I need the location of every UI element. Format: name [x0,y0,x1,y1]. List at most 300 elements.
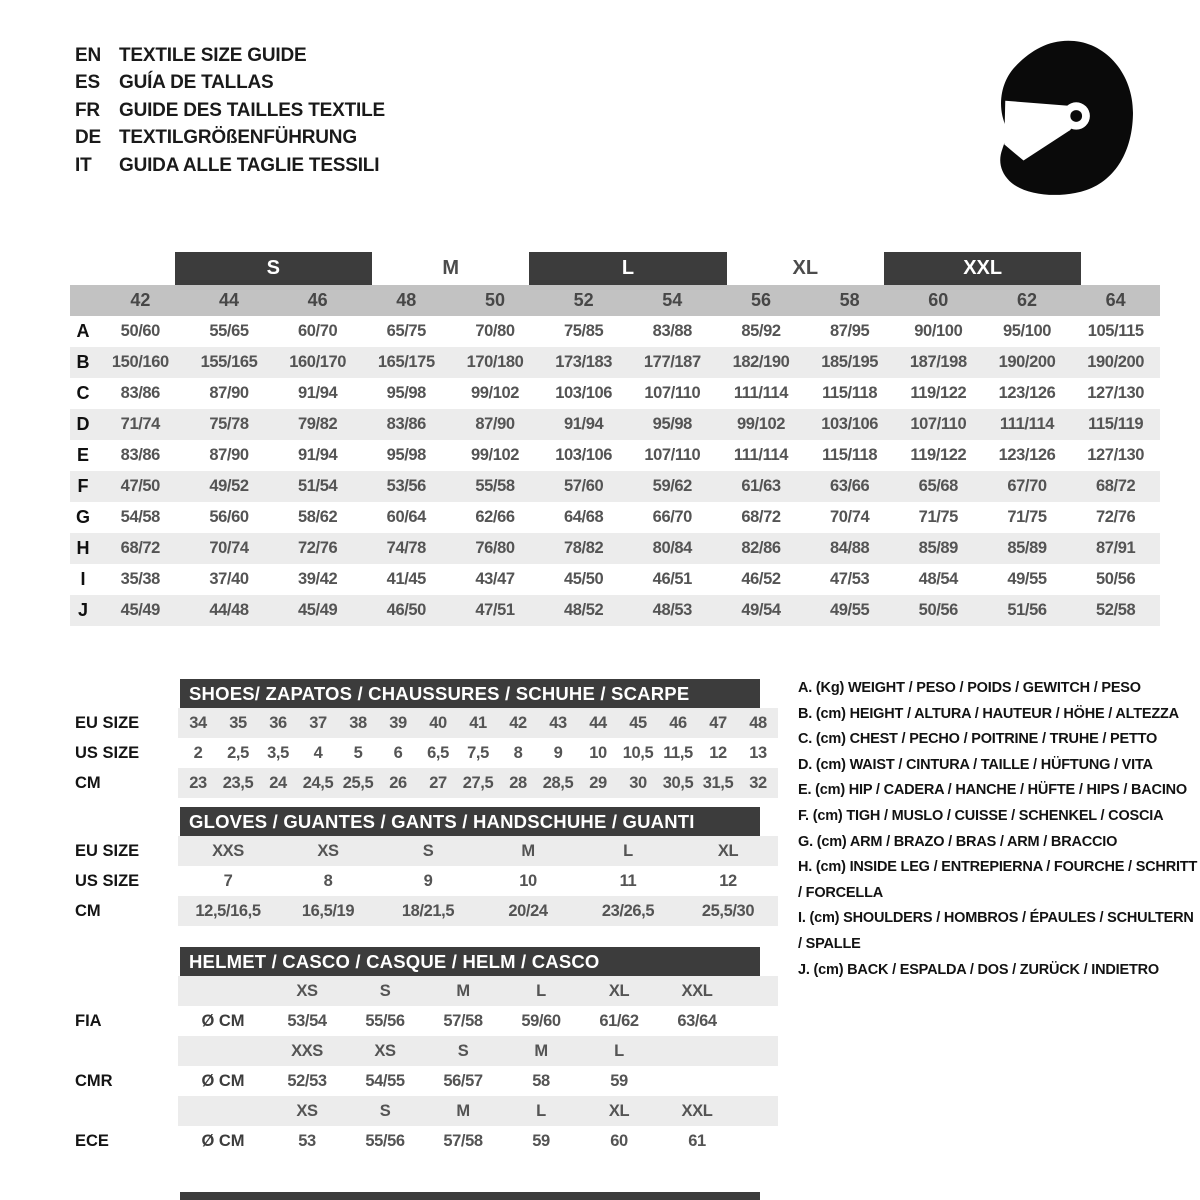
numeric-size: 64 [1105,290,1126,310]
size-value: 65/68 [918,477,958,495]
shoe-eu-size: 36 [269,713,287,732]
guide-title: GUÍA DE TALLAS [119,72,274,94]
helmet-diameter-value: 55/56 [365,1011,405,1030]
glove-us-size: 8 [323,871,333,890]
size-value: 123/126 [998,446,1056,464]
size-value: 105/115 [1087,322,1144,340]
size-value: 68/72 [741,508,781,526]
helmet-ece-values-row [178,1126,778,1156]
helmet-ece-sizes-row [178,1096,778,1126]
measurement-legend [798,676,1198,983]
size-value: 123/126 [998,384,1056,402]
size-value: 103/106 [821,415,879,433]
shoe-cm-value: 28,5 [542,773,574,792]
size-value: 187/198 [909,353,967,371]
helmet-size-label: L [614,1041,624,1060]
measurement-row-e [70,440,1160,471]
shoe-eu-size: 45 [629,713,647,732]
size-value: 95/98 [386,446,426,464]
language-row [75,152,385,180]
size-value: 50/56 [1096,570,1136,588]
size-value: 75/78 [209,415,249,433]
row-letter: C [76,383,90,403]
size-value: 111/114 [733,446,789,464]
size-value: 60/70 [298,322,338,340]
guide-title: TEXTILE SIZE GUIDE [119,44,307,66]
helmet-size-label: XXL [681,981,713,1000]
helmet-diameter-value: 59/60 [521,1011,561,1030]
measurement-row-j [70,595,1160,626]
glove-us-size: 11 [619,871,637,890]
legend-item: J. (cm) BACK / ESPALDA / DOS / ZURÜCK / INDIETRO [798,961,1159,978]
size-value: 190/200 [998,353,1056,371]
size-value: 150/160 [111,353,169,371]
size-value: 43/47 [475,570,515,588]
shoe-cm-value: 31,5 [702,773,734,792]
measurement-rows [70,316,1160,626]
size-group-xl: XL [792,257,819,279]
size-value: 72/76 [1096,508,1136,526]
glove-cm-value: 16,5/19 [301,901,355,920]
glove-us-size: 12 [719,871,737,890]
helmet-fia-sizes-row [178,976,778,1006]
shoe-cm-value: 29 [589,773,607,792]
size-group-m: M [442,257,459,279]
size-value: 111/114 [733,384,789,402]
language-code: IT [75,154,92,176]
row-letter: A [76,321,90,341]
size-value: 160/170 [289,353,347,371]
size-value: 99/102 [470,446,520,464]
size-value: 85/89 [1007,539,1047,557]
measurement-row-d [70,409,1160,440]
helmet-diameter-value: 56/57 [443,1071,483,1090]
size-value: 185/195 [821,353,879,371]
shoe-cm-value: 27,5 [462,773,494,792]
numeric-size-band [70,285,1160,316]
guide-title: GUIDA ALLE TAGLIE TESSILI [119,154,380,176]
shoe-eu-size: 35 [229,713,247,732]
size-value: 75/85 [564,322,604,340]
shoe-cm-value: 27 [429,773,447,792]
size-value: 87/90 [209,446,249,464]
helmet-size-label: XXL [681,1101,713,1120]
size-value: 87/90 [209,384,249,402]
size-value: 99/102 [736,415,786,433]
size-value: 49/55 [830,601,870,619]
numeric-size: 54 [662,290,683,310]
shoe-cm-value: 28 [509,773,527,792]
helmet-diameter-value: 55/56 [365,1131,405,1150]
size-value: 111/114 [999,415,1055,433]
size-value: 58/62 [298,508,338,526]
language-row [75,125,385,153]
size-value: 41/45 [386,570,426,588]
shoe-cm-value: 30,5 [662,773,694,792]
size-value: 65/75 [386,322,426,340]
size-value: 103/106 [555,446,613,464]
measurement-row-b [70,347,1160,378]
legend-item: C. (cm) CHEST / PECHO / POITRINE / TRUHE / PETTO [798,731,1158,748]
shoe-us-size: 6,5 [427,743,449,762]
helmet-diameter-value: 57/58 [443,1131,483,1150]
size-value: 48/53 [652,601,692,619]
unit-cell: Ø CM [201,1071,245,1090]
size-value: 95/100 [1002,322,1052,340]
size-value: 71/75 [918,508,958,526]
size-value: 87/91 [1096,539,1136,557]
size-value: 67/70 [1007,477,1047,495]
size-value: 91/94 [564,415,604,433]
shoe-cm-value: 23 [189,773,207,792]
glove-cm-value: 23/26,5 [601,901,655,920]
size-value: 119/122 [910,446,967,464]
shoes-table-header: SHOES/ ZAPATOS / CHAUSSURES / SCHUHE / SCARPE [180,679,760,708]
measurement-row-c [70,378,1160,409]
gloves-cm-row [178,896,778,926]
size-value: 87/95 [830,322,870,340]
size-value: 56/60 [209,508,249,526]
size-group-s: S [175,252,372,285]
numeric-size: 46 [307,290,328,310]
shoe-eu-size: 37 [309,713,327,732]
shoe-eu-size: 46 [669,713,687,732]
size-value: 177/187 [643,353,701,371]
size-value: 55/65 [209,322,249,340]
shoe-cm-value: 25,5 [342,773,374,792]
helmet-cmr-values-row [178,1066,778,1096]
measurement-row-f [70,471,1160,502]
measurement-row-a [70,316,1160,347]
size-value: 71/74 [120,415,160,433]
helmet-size-label: M [534,1041,548,1060]
size-value: 72/76 [298,539,338,557]
helmet-size-label: L [536,981,546,1000]
helmet-diameter-value: 57/58 [443,1011,483,1030]
size-value: 46/50 [386,601,426,619]
shoes-eu-size-label: EU SIZE [75,713,140,732]
size-group-l: L [529,252,726,285]
glove-eu-size: L [623,841,633,860]
row-letter: F [77,476,89,496]
racing-helmet-icon [985,35,1137,203]
size-value: 47/50 [120,477,160,495]
size-value: 70/74 [830,508,870,526]
size-value: 52/58 [1096,601,1136,619]
shoe-eu-size: 39 [389,713,407,732]
size-value: 83/86 [386,415,426,433]
size-value: 46/52 [741,570,781,588]
measurement-row-g [70,502,1160,533]
size-value: 78/82 [564,539,604,557]
glove-eu-size: S [422,841,434,860]
shoe-us-size: 2 [193,743,203,762]
shoe-us-size: 6 [393,743,403,762]
size-value: 115/119 [1088,415,1144,433]
legend-item: E. (cm) HIP / CADERA / HANCHE / HÜFTE / HIPS / BACINO [798,782,1187,799]
language-title-list [75,42,385,180]
size-value: 45/49 [298,601,338,619]
size-value: 190/200 [1087,353,1145,371]
shoe-cm-value: 32 [749,773,767,792]
gloves-us-size-label: US SIZE [75,871,140,890]
legend-item: D. (cm) WAIST / CINTURA / TAILLE / HÜFTUNG / VITA [798,756,1153,773]
numeric-size: 50 [484,290,505,310]
size-value: 80/84 [652,539,692,557]
shoe-us-size: 13 [749,743,767,762]
language-code: ES [75,72,100,94]
size-value: 85/89 [918,539,958,557]
size-value: 57/60 [564,477,604,495]
size-value: 61/63 [741,477,781,495]
helmet-table-header: HELMET / CASCO / CASQUE / HELM / CASCO [180,947,760,976]
helmet-fia-label: FIA [75,1011,102,1030]
size-value: 50/60 [120,322,160,340]
shoe-eu-size: 41 [469,713,487,732]
size-value: 39/42 [298,570,338,588]
size-value: 71/75 [1007,508,1047,526]
size-value: 115/118 [822,384,878,402]
size-value: 70/74 [209,539,249,557]
shoe-cm-value: 23,5 [222,773,254,792]
size-value: 47/53 [830,570,870,588]
language-code: EN [75,44,101,66]
glove-eu-size: XS [317,841,339,860]
size-value: 83/86 [120,384,160,402]
shoe-us-size: 3,5 [267,743,289,762]
helmet-diameter-value: 53/54 [287,1011,327,1030]
helmet-diameter-value: 61 [688,1131,706,1150]
helmet-size-label: M [456,981,470,1000]
helmet-size-label: XS [296,981,318,1000]
helmet-fia-values-row [178,1006,778,1036]
size-value: 45/50 [564,570,604,588]
legend-item: H. (cm) INSIDE LEG / ENTREPIERNA / FOURCHE / SCHRITT / FORCELLA [798,859,1198,901]
size-value: 79/82 [298,415,338,433]
helmet-size-label: XS [374,1041,396,1060]
glove-cm-value: 18/21,5 [401,901,455,920]
size-value: 54/58 [120,508,160,526]
numeric-size: 48 [396,290,417,310]
helmet-diameter-value: 60 [610,1131,628,1150]
shoe-us-size: 10,5 [622,743,654,762]
shoe-cm-value: 26 [389,773,407,792]
size-value: 45/49 [120,601,160,619]
size-value: 55/58 [475,477,515,495]
gloves-cm-label: CM [75,901,101,920]
size-value: 60/64 [386,508,426,526]
helmet-size-label: XS [296,1101,318,1120]
helmet-diameter-value: 58 [532,1071,550,1090]
truncated-next-table-header-bar [180,1192,760,1200]
size-value: 44/48 [209,601,249,619]
helmet-diameter-value: 59 [610,1071,628,1090]
size-value: 90/100 [914,322,963,340]
row-letter: H [76,538,90,558]
glove-eu-size: M [521,841,535,860]
size-value: 51/54 [298,477,338,495]
measurement-row-i [70,564,1160,595]
shoe-cm-value: 24 [269,773,287,792]
shoe-us-size: 10 [589,743,607,762]
shoes-cm-row [178,768,778,798]
glove-us-size: 10 [519,871,537,890]
size-value: 107/110 [910,415,967,433]
row-letter: I [80,569,86,589]
helmet-size-label: S [379,1101,391,1120]
helmet-ece-label: ECE [75,1131,109,1150]
size-value: 74/78 [386,539,426,557]
size-value: 53/56 [386,477,426,495]
legend-item: G. (cm) ARM / BRAZO / BRAS / ARM / BRACCIO [798,833,1118,850]
numeric-size: 52 [573,290,594,310]
shoe-eu-size: 42 [509,713,527,732]
gloves-eu-row [178,836,778,866]
size-value: 48/54 [918,570,958,588]
shoe-us-size: 8 [513,743,523,762]
gloves-table-header: GLOVES / GUANTES / GANTS / HANDSCHUHE / GUANTI [180,807,760,836]
shoes-cm-label: CM [75,773,101,792]
size-value: 173/183 [555,353,613,371]
size-value: 83/88 [652,322,692,340]
size-value: 76/80 [475,539,515,557]
helmet-diameter-value: 59 [532,1131,550,1150]
size-value: 99/102 [470,384,520,402]
size-value: 68/72 [120,539,160,557]
helmet-size-label: XXS [291,1041,323,1060]
measurement-row-h [70,533,1160,564]
size-value: 70/80 [475,322,515,340]
size-value: 95/98 [652,415,692,433]
helmet-diameter-value: 52/53 [287,1071,327,1090]
shoe-eu-size: 40 [429,713,447,732]
shoe-us-size: 2,5 [227,743,249,762]
numeric-size: 56 [750,290,771,310]
size-group-xxl: XXL [884,252,1081,285]
helmet-size-label: XL [608,981,630,1000]
size-value: 50/56 [918,601,958,619]
shoe-us-size: 9 [553,743,563,762]
size-value: 46/51 [652,570,692,588]
helmet-diameter-value: 53 [298,1131,316,1150]
main-size-table [70,252,1160,626]
size-value: 182/190 [732,353,790,371]
helmet-size-label: S [457,1041,469,1060]
size-value: 83/86 [120,446,160,464]
size-value: 37/40 [209,570,249,588]
size-value: 115/118 [822,446,878,464]
shoe-us-size: 12 [709,743,727,762]
glove-cm-value: 12,5/16,5 [195,901,261,920]
shoe-eu-size: 48 [749,713,767,732]
size-value: 47/51 [475,601,515,619]
legend-item: B. (cm) HEIGHT / ALTURA / HAUTEUR / HÖHE / ALTEZZA [798,705,1179,722]
size-value: 119/122 [910,384,967,402]
helmet-diameter-value: 61/62 [599,1011,639,1030]
size-value: 84/88 [830,539,870,557]
shoes-eu-row [178,708,778,738]
size-value: 59/62 [652,477,692,495]
size-value: 62/66 [475,508,515,526]
size-value: 95/98 [386,384,426,402]
language-code: DE [75,127,101,149]
guide-title: GUIDE DES TAILLES TEXTILE [119,99,385,121]
language-row [75,70,385,98]
legend-item: F. (cm) TIGH / MUSLO / CUISSE / SCHENKEL / COSCIA [798,807,1164,824]
size-value: 165/175 [377,353,435,371]
gloves-us-row [178,866,778,896]
size-value: 49/55 [1007,570,1047,588]
size-value: 49/54 [741,601,781,619]
numeric-size: 58 [839,290,860,310]
size-value: 64/68 [564,508,604,526]
unit-cell: Ø CM [201,1131,245,1150]
size-value: 91/94 [298,446,338,464]
size-value: 107/110 [644,384,701,402]
language-row [75,97,385,125]
shoe-cm-value: 30 [629,773,647,792]
row-letter: B [76,352,90,372]
glove-us-size: 7 [223,871,233,890]
helmet-size-label: M [456,1101,470,1120]
guide-title: TEXTILGRÖßENFÜHRUNG [119,127,357,149]
shoes-us-size-label: US SIZE [75,743,140,762]
unit-cell: Ø CM [201,1011,245,1030]
helmet-diameter-value: 63/64 [677,1011,717,1030]
size-value: 85/92 [741,322,781,340]
size-group-band [70,252,1160,285]
shoe-eu-size: 34 [189,713,207,732]
shoe-us-size: 11,5 [663,743,693,762]
numeric-size: 60 [928,290,949,310]
gloves-eu-size-label: EU SIZE [75,841,140,860]
shoe-us-size: 7,5 [467,743,489,762]
numeric-size: 44 [218,290,239,310]
size-value: 170/180 [466,353,524,371]
helmet-size-label: XL [608,1101,630,1120]
shoe-eu-size: 47 [709,713,727,732]
glove-eu-size: XL [717,841,739,860]
shoe-eu-size: 43 [549,713,567,732]
size-value: 63/66 [830,477,870,495]
glove-cm-value: 20/24 [508,901,548,920]
helmet-diameter-value: 54/55 [365,1071,405,1090]
size-value: 87/90 [475,415,515,433]
language-row [75,42,385,70]
size-value: 35/38 [120,570,160,588]
glove-eu-size: XXS [212,841,244,860]
helmet-size-label: S [379,981,391,1000]
size-value: 68/72 [1096,477,1136,495]
size-value: 155/165 [200,353,258,371]
size-value: 107/110 [644,446,701,464]
size-value: 66/70 [652,508,692,526]
size-value: 103/106 [555,384,613,402]
size-value: 48/52 [564,601,604,619]
size-value: 49/52 [209,477,249,495]
shoe-eu-size: 38 [349,713,367,732]
shoe-eu-size: 44 [589,713,607,732]
shoe-cm-value: 24,5 [302,773,334,792]
glove-cm-value: 25,5/30 [701,901,755,920]
legend-item: I. (cm) SHOULDERS / HOMBROS / ÉPAULES / SCHULTERN / SPALLE [798,910,1194,952]
helmet-cmr-sizes-row [178,1036,778,1066]
language-code: FR [75,99,100,121]
size-value: 82/86 [741,539,781,557]
size-value: 127/130 [1087,446,1145,464]
size-value: 51/56 [1007,601,1047,619]
row-letter: G [75,507,90,527]
